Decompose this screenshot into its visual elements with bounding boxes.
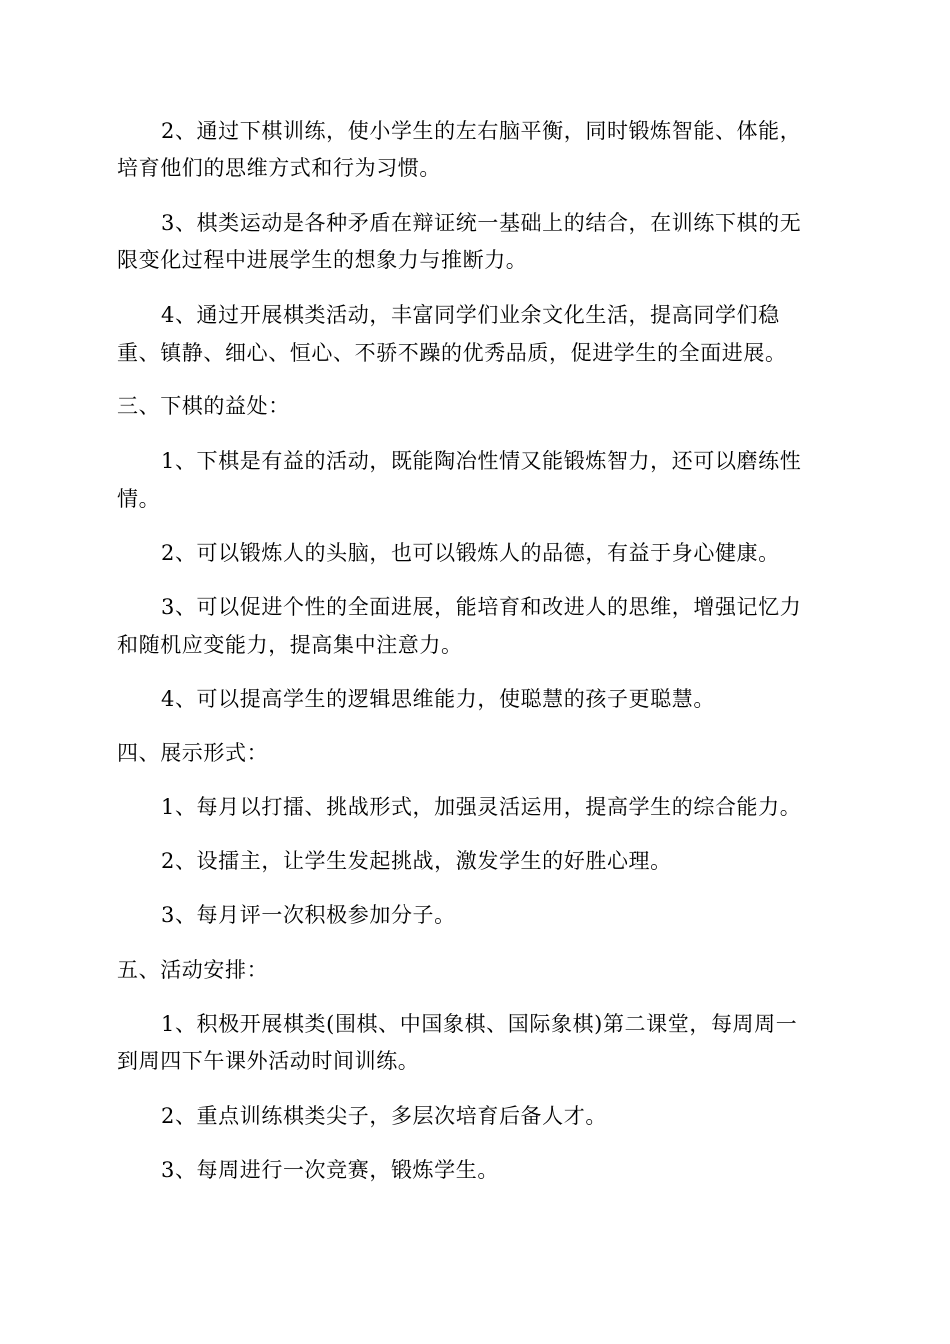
paragraph-line: 4、通过开展棋类活动，丰富同学们业余文化生活，提高同学们稳 — [161, 303, 780, 327]
paragraph-line: 4、可以提高学生的逻辑思维能力，使聪慧的孩子更聪慧。 — [161, 687, 715, 711]
paragraph-line: 3、可以促进个性的全面进展，能培育和改进人的思维，增强记忆力 — [161, 595, 802, 619]
paragraph-line: 2、可以锻炼人的头脑，也可以锻炼人的品德，有益于身心健康。 — [161, 541, 780, 565]
paragraph-line: 2、重点训练棋类尖子，多层次培育后备人才。 — [161, 1104, 607, 1128]
paragraph-line: 培育他们的思维方式和行为习惯。 — [117, 156, 441, 180]
paragraph-line: 2、通过下棋训练，使小学生的左右脑平衡，同时锻炼智能、体能， — [161, 119, 802, 143]
paragraph-line: 3、棋类运动是各种矛盾在辩证统一基础上的结合，在训练下棋的无 — [161, 211, 802, 235]
paragraph-line: 3、每月评一次积极参加分子。 — [161, 903, 456, 927]
paragraph-line: 1、积极开展棋类(围棋、中国象棋、国际象棋)第二课堂，每周周一 — [161, 1012, 798, 1036]
paragraph-line: 1、每月以打擂、挑战形式，加强灵活运用，提高学生的综合能力。 — [161, 795, 802, 819]
paragraph-line: 重、镇静、细心、恒心、不骄不躁的优秀品质，促进学生的全面进展。 — [117, 341, 787, 365]
paragraph-line: 到周四下午课外活动时间训练。 — [117, 1049, 420, 1073]
paragraph-line: 1、下棋是有益的活动，既能陶冶性情又能锻炼智力，还可以磨练性 — [161, 449, 802, 473]
section-heading: 四、展示形式： — [117, 741, 269, 765]
paragraph-line: 3、每周进行一次竞赛，锻炼学生。 — [161, 1158, 499, 1182]
section-heading: 五、活动安排： — [117, 958, 269, 982]
paragraph-line: 2、设擂主，让学生发起挑战，激发学生的好胜心理。 — [161, 849, 672, 873]
section-heading: 三、下棋的益处： — [117, 394, 290, 418]
paragraph-line: 和随机应变能力，提高集中注意力。 — [117, 633, 463, 657]
paragraph-line: 情。 — [117, 487, 161, 511]
paragraph-line: 限变化过程中进展学生的想象力与推断力。 — [117, 248, 528, 272]
